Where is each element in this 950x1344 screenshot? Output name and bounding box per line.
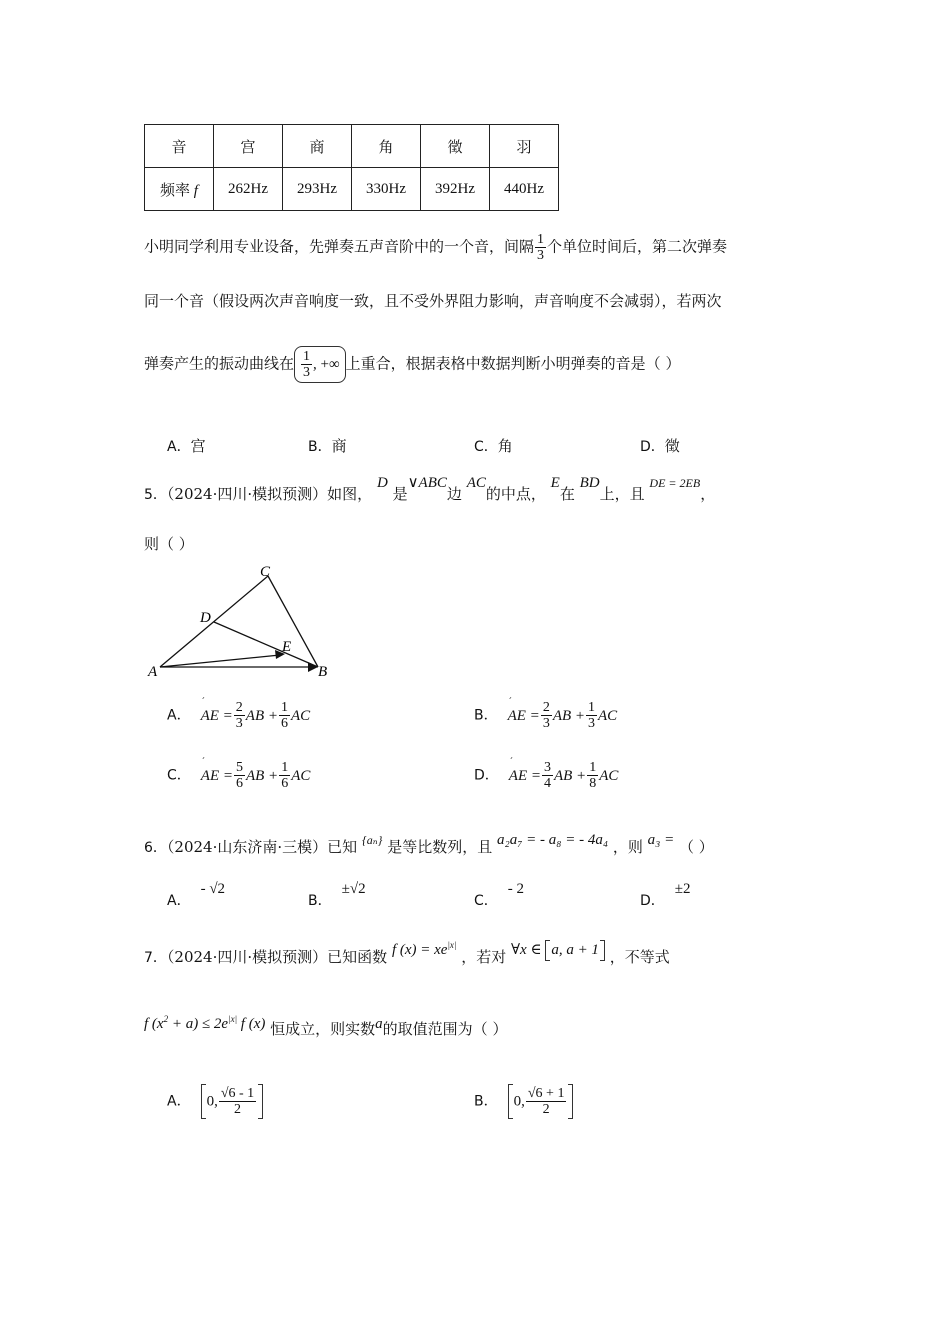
q5-option-d[interactable]: D． ˊ AE = $\frac{3}{4}$ AB + $\frac{1}{8}$ AC — [474, 757, 619, 791]
triangle-figure — [140, 562, 340, 682]
side-ac — [160, 576, 268, 667]
q6-option-c[interactable]: C．- 2 — [474, 881, 525, 909]
q5-option-c[interactable]: C． ˊ AE = $\frac{5}{6}$ AB + $\frac{1}{6}$ AC — [167, 757, 311, 791]
frequency-table — [144, 124, 559, 211]
table-cell: 宫 — [214, 125, 283, 168]
table-cell: 330Hz — [352, 168, 421, 211]
label-b: B — [318, 664, 328, 680]
q4-line3: 弹奏产生的振动曲线在 $\frac{1}{3}$ , +∞ 上重合，根据表格中数据判断小明弹奏的音是（ ） — [144, 346, 680, 383]
q6-option-b[interactable]: B．±√2 — [308, 881, 366, 909]
q4-line2: 同一个音（假设两次声音响度一致，且不受外界阻力影响，声音响度不会减弱），若两次 — [144, 292, 722, 310]
q4-option-d[interactable]: D．徵 — [640, 437, 680, 455]
table-cell: 徵 — [421, 125, 490, 168]
label-d: D — [200, 610, 211, 626]
q5-stem-line2: 则（ ） — [144, 535, 194, 553]
table-header-row — [145, 125, 559, 168]
q4-option-c[interactable]: C．角 — [474, 437, 513, 455]
table-cell: 角 — [352, 125, 421, 168]
label-a: A — [148, 664, 158, 680]
table-cell: 商 — [283, 125, 352, 168]
q7-option-a[interactable]: A． 0, $\frac{√6 - 1}{2}$ — [167, 1084, 263, 1119]
q7-stem-line2: f $(x^2 + a) \le 2e^{|x|}$ f (x) 恒成立，则实数a的取值范围为（ ） — [144, 1014, 508, 1038]
q6-option-d[interactable]: D．±2 — [640, 881, 691, 909]
segment-ae — [160, 655, 280, 667]
q7-stem: 7．（2024·四川·模拟预测）已知函数 f $(x) = xe^{|x|}$ ，若对 ∀x ∈ a, a + 1 ，不等式 — [144, 940, 670, 966]
label-c: C — [260, 564, 271, 580]
table-cell-label: 频率 f — [145, 168, 214, 211]
q7-option-b[interactable]: B． 0, $\frac{√6 + 1}{2}$ — [474, 1084, 573, 1119]
table-cell: 262Hz — [214, 168, 283, 211]
table-row — [145, 168, 559, 211]
table-cell: 440Hz — [490, 168, 559, 211]
q4-option-b[interactable]: B．商 — [308, 437, 347, 455]
q4-line1: 小明同学利用专业设备，先弹奏五声音阶中的一个音，间隔 $\frac{1}{3}$ 个单位时间后，第二次弹奏 — [144, 232, 728, 263]
q6-stem: 6．（2024·山东济南·三模）已知 $^{\{a_n\}}$ 是等比数列，且 a₂a₇ = - a₈ = - 4a₄ ，则 a₃ = （ ） — [144, 832, 714, 856]
table-cell: 293Hz — [283, 168, 352, 211]
table-cell: 羽 — [490, 125, 559, 168]
table-cell: 音 — [145, 125, 214, 168]
table-cell: 392Hz — [421, 168, 490, 211]
q6-option-a[interactable]: A．- √2 — [167, 881, 226, 909]
label-e: E — [282, 639, 292, 655]
q5-stem: 5．（2024·四川·模拟预测）如图， D 是∨ABC边 AC的中点， E在 BD上，且 $^{DE = 2EB}$， — [144, 475, 716, 503]
q5-option-a[interactable]: A． ˊ AE = $\frac{2}{3}$ AB + $\frac{1}{6}$ AC — [167, 697, 311, 731]
q4-option-a[interactable]: A．宫 — [167, 437, 206, 455]
q5-option-b[interactable]: B． ˊ AE = $\frac{2}{3}$ AB + $\frac{1}{3}$ AC — [474, 697, 618, 731]
